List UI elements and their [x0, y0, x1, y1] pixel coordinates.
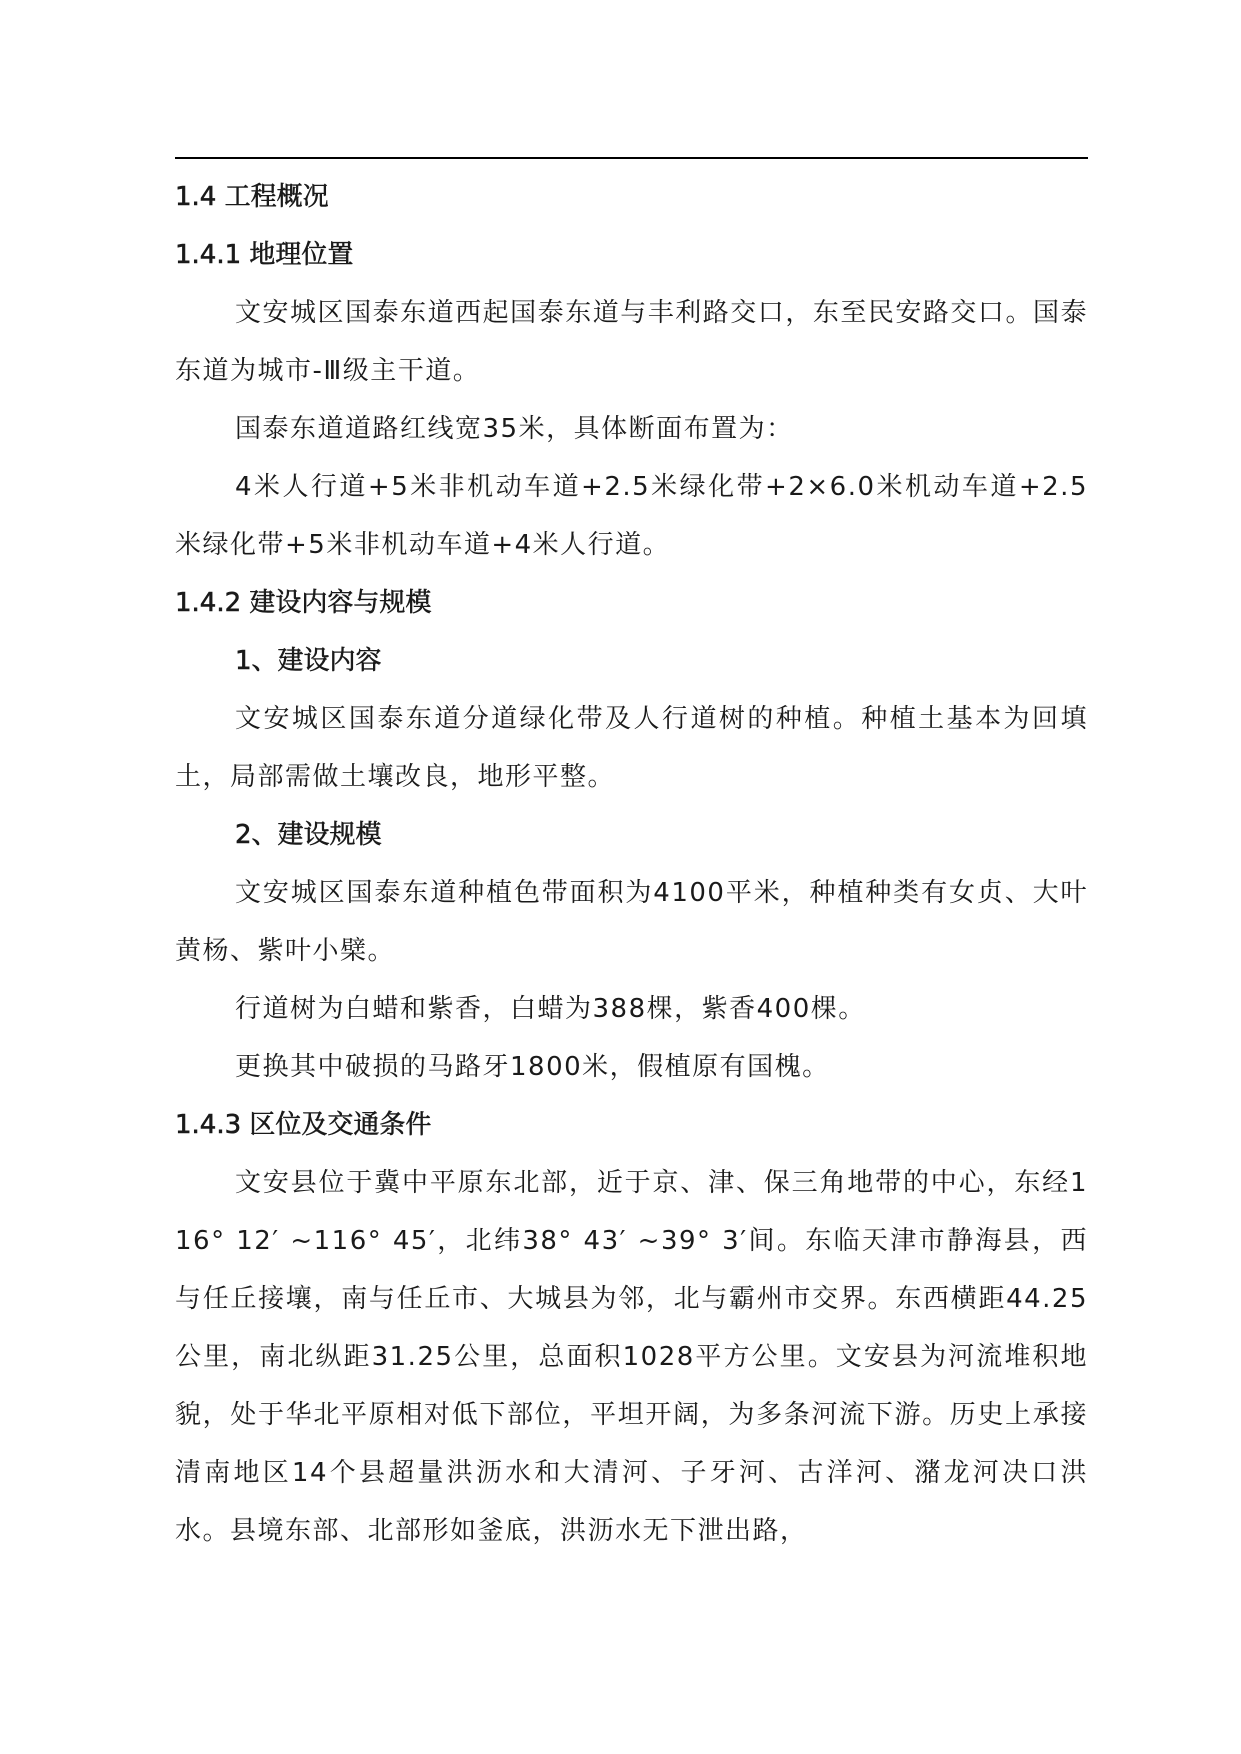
paragraph-route-description: 文安城区国泰东道西起国泰东道与丰利路交口，东至民安路交口。国泰东道为城市-Ⅲ级主干道。 [175, 298, 1088, 386]
paragraph-location-traffic: 文安县位于冀中平原东北部，近于京、津、保三角地带的中心，东经116° 12′ ~116° 45′，北纬38° 43′ ~39° 3′间。东临天津市静海县，西与任丘接壤，南与任丘市、大城县为邻，北与霸州市交界。东西横距44.25公里，南北纵距31.25公里，总面积1028平方公里。文安县为河流堆积地貌，处于华北平原相对低下部位，平坦开阔，为多条河流下游。历史上承接清南地区14个县超量洪沥水和大清河、子牙河、古洋河、潴龙河决口洪水。县境东部、北部形如釜底，洪沥水无下泄出路， [175, 1168, 1088, 1546]
paragraph-cross-section: 4米人行道+5米非机动车道+2.5米绿化带+2×6.0米机动车道+2.5米绿化带+5米非机动车道+4米人行道。 [175, 472, 1088, 560]
document-body [175, 168, 1088, 1560]
sub-heading-construction-scale: 2、建设规模 [235, 820, 382, 850]
section-heading-1-4-1: 1.4.1 地理位置 [175, 240, 354, 270]
paragraph-street-trees: 行道树为白蜡和紫香，白蜡为388棵，紫香400棵。 [235, 994, 866, 1024]
paragraph-construction-content: 文安城区国泰东道分道绿化带及人行道树的种植。种植土基本为回填土，局部需做土壤改良，地形平整。 [175, 704, 1088, 792]
section-heading-1-4: 1.4 工程概况 [175, 182, 329, 212]
paragraph-planting-area: 文安城区国泰东道种植色带面积为4100平米，种植种类有女贞、大叶黄杨、紫叶小檗。 [175, 878, 1088, 966]
section-heading-1-4-2: 1.4.2 建设内容与规模 [175, 588, 432, 618]
section-heading-1-4-3: 1.4.3 区位及交通条件 [175, 1110, 432, 1140]
paragraph-road-width: 国泰东道道路红线宽35米，具体断面布置为： [235, 414, 794, 444]
paragraph-curb-replacement: 更换其中破损的马路牙1800米，假植原有国槐。 [235, 1052, 830, 1082]
sub-heading-construction-content: 1、建设内容 [235, 646, 382, 676]
header-rule [175, 157, 1088, 159]
